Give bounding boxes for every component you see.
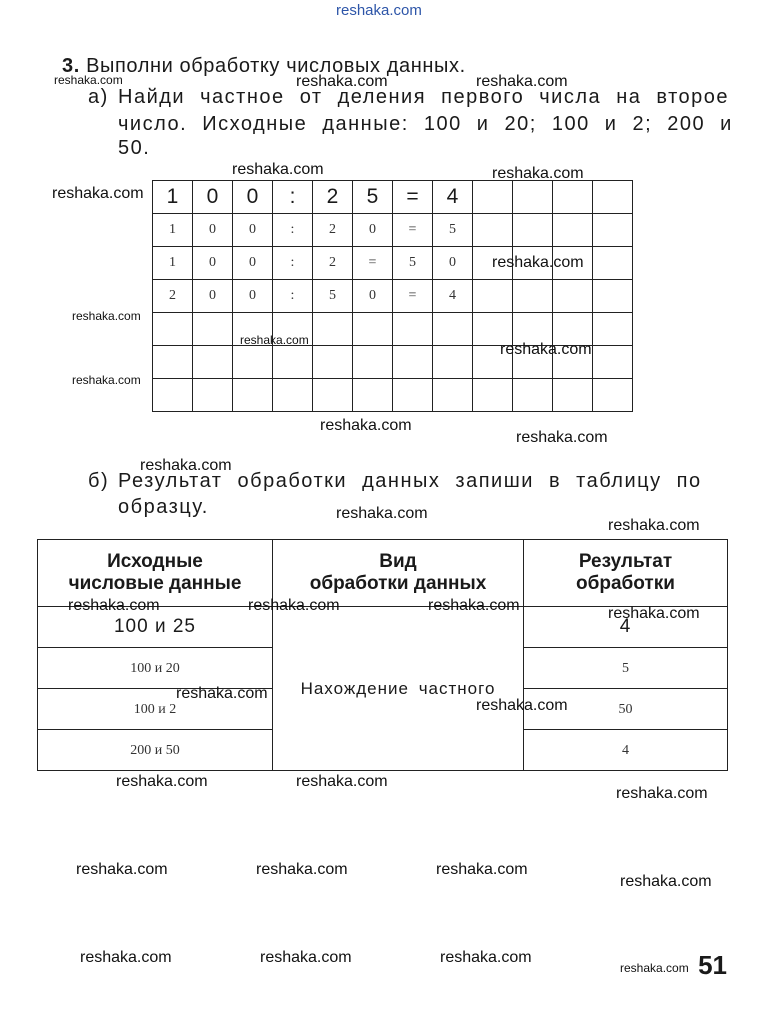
part-a-marker: а) bbox=[88, 86, 109, 108]
grid-cell bbox=[513, 214, 553, 247]
grid-cell bbox=[473, 379, 513, 412]
watermark: reshaka.com bbox=[516, 429, 608, 446]
result-value: 5 bbox=[622, 661, 629, 676]
watermark: reshaka.com bbox=[440, 949, 532, 966]
grid-cell bbox=[193, 379, 233, 412]
grid-cell bbox=[553, 181, 593, 214]
grid-cell: 2 bbox=[313, 214, 353, 247]
grid-cell: 0 bbox=[193, 280, 233, 313]
grid-cell: 1 bbox=[153, 214, 193, 247]
grid-cell bbox=[273, 379, 313, 412]
grid-cell: = bbox=[393, 214, 433, 247]
grid-cell bbox=[433, 379, 473, 412]
grid-cell bbox=[593, 181, 633, 214]
grid-cell bbox=[553, 214, 593, 247]
task-number: 3. bbox=[62, 55, 80, 77]
grid-cell: 0 bbox=[233, 214, 273, 247]
watermark: reshaka.com bbox=[116, 773, 208, 790]
grid-cell: : bbox=[273, 247, 313, 280]
grid-cell bbox=[353, 313, 393, 346]
page-number: 51 bbox=[698, 950, 727, 980]
watermark: reshaka.com bbox=[248, 597, 340, 614]
watermark: reshaka.com bbox=[492, 165, 584, 182]
grid-cell: 0 bbox=[193, 181, 233, 214]
watermark: reshaka.com bbox=[436, 861, 528, 878]
grid-cell bbox=[353, 379, 393, 412]
header-result-line2: обработки bbox=[576, 573, 675, 594]
table-row-source bbox=[38, 648, 273, 689]
kind-cell bbox=[273, 607, 524, 771]
grid-cell bbox=[433, 346, 473, 379]
watermark: reshaka.com bbox=[76, 861, 168, 878]
grid-cell bbox=[153, 379, 193, 412]
part-a-line1: Найди частное от деления первого числа на второе bbox=[118, 86, 730, 108]
task-title: Выполни обработку числовых данных. bbox=[86, 55, 466, 77]
part-b-line1: Результат обработки данных запиши в таблицу по bbox=[118, 470, 702, 492]
grid-cell bbox=[513, 379, 553, 412]
results-table bbox=[37, 539, 728, 771]
grid-cell: 0 bbox=[233, 280, 273, 313]
result-value: 4 bbox=[622, 743, 629, 758]
grid-cell: : bbox=[273, 214, 313, 247]
kind-value: Нахождение частного bbox=[300, 678, 496, 698]
table-row-source bbox=[38, 730, 273, 771]
result-value: 4 bbox=[619, 616, 632, 637]
grid-cell: 0 bbox=[193, 214, 233, 247]
watermark: reshaka.com bbox=[608, 517, 700, 534]
header-kind-line2: обработки данных bbox=[309, 573, 487, 594]
header-source-line2: числовые данные bbox=[68, 573, 242, 594]
grid-row bbox=[153, 379, 633, 412]
watermark: reshaka.com bbox=[296, 73, 388, 90]
grid-cell: 0 bbox=[193, 247, 233, 280]
grid-cell bbox=[153, 313, 193, 346]
grid-cell bbox=[153, 346, 193, 379]
part-a-line3: 50. bbox=[118, 137, 151, 159]
grid-cell bbox=[593, 247, 633, 280]
grid-cell: 1 bbox=[153, 247, 193, 280]
grid-cell: 5 bbox=[313, 280, 353, 313]
watermark: reshaka.com bbox=[616, 785, 708, 802]
grid-cell: 0 bbox=[433, 247, 473, 280]
grid-cell bbox=[593, 379, 633, 412]
watermark: reshaka.com bbox=[52, 185, 144, 202]
grid-row bbox=[153, 214, 633, 247]
grid-cell bbox=[393, 379, 433, 412]
grid-cell bbox=[473, 280, 513, 313]
grid-cell: 2 bbox=[313, 247, 353, 280]
source-value: 200 и 50 bbox=[130, 743, 180, 758]
grid-cell bbox=[393, 313, 433, 346]
watermark: reshaka.com bbox=[620, 961, 689, 975]
grid-cell bbox=[233, 346, 273, 379]
table-row-result bbox=[524, 648, 728, 689]
grid-cell bbox=[353, 346, 393, 379]
grid-cell: = bbox=[353, 247, 393, 280]
grid-cell: 2 bbox=[313, 181, 353, 214]
header-source-line1: Исходные bbox=[107, 551, 203, 572]
watermark: reshaka.com bbox=[428, 597, 520, 614]
grid-cell bbox=[593, 214, 633, 247]
top-watermark: reshaka.com bbox=[336, 2, 422, 19]
watermark: reshaka.com bbox=[232, 161, 324, 178]
watermark: reshaka.com bbox=[68, 597, 160, 614]
grid-cell bbox=[313, 313, 353, 346]
grid-cell: 2 bbox=[153, 280, 193, 313]
grid-cell bbox=[513, 181, 553, 214]
watermark: reshaka.com bbox=[500, 341, 592, 358]
source-value: 100 и 2 bbox=[133, 702, 177, 717]
grid-cell: 0 bbox=[353, 280, 393, 313]
grid-cell bbox=[313, 346, 353, 379]
grid-cell bbox=[393, 346, 433, 379]
watermark: reshaka.com bbox=[320, 417, 412, 434]
watermark: reshaka.com bbox=[492, 254, 584, 271]
calculation-grid bbox=[152, 180, 633, 412]
grid-cell: 1 bbox=[153, 181, 193, 214]
grid-cell bbox=[553, 280, 593, 313]
grid-cell bbox=[313, 379, 353, 412]
watermark: reshaka.com bbox=[296, 773, 388, 790]
header-result bbox=[524, 540, 728, 607]
watermark: reshaka.com bbox=[476, 73, 568, 90]
grid-cell: : bbox=[273, 181, 313, 214]
part-b-marker: б) bbox=[88, 470, 110, 492]
grid-cell bbox=[473, 214, 513, 247]
source-value: 100 и 20 bbox=[130, 661, 180, 676]
result-value: 50 bbox=[618, 702, 633, 717]
watermark: reshaka.com bbox=[608, 605, 700, 622]
watermark: reshaka.com bbox=[256, 861, 348, 878]
grid-cell bbox=[193, 313, 233, 346]
watermark: reshaka.com bbox=[140, 457, 232, 474]
grid-cell: 4 bbox=[433, 181, 473, 214]
watermark: reshaka.com bbox=[72, 373, 141, 387]
watermark: reshaka.com bbox=[620, 873, 712, 890]
grid-cell: 0 bbox=[353, 214, 393, 247]
grid-cell: = bbox=[393, 280, 433, 313]
grid-cell bbox=[433, 313, 473, 346]
grid-cell bbox=[193, 346, 233, 379]
table-row-result bbox=[524, 730, 728, 771]
grid-cell bbox=[593, 346, 633, 379]
grid-cell bbox=[593, 280, 633, 313]
grid-cell bbox=[513, 280, 553, 313]
grid-cell: 5 bbox=[393, 247, 433, 280]
grid-cell bbox=[473, 181, 513, 214]
source-value: 100 и 25 bbox=[113, 616, 196, 637]
grid-row bbox=[153, 181, 633, 214]
grid-cell: : bbox=[273, 280, 313, 313]
grid-cell bbox=[273, 346, 313, 379]
watermark: reshaka.com bbox=[54, 73, 123, 87]
part-a-line2: число. Исходные данные: 100 и 20; 100 и 2; 200 и bbox=[118, 113, 733, 135]
grid-cell: 0 bbox=[233, 181, 273, 214]
grid-cell bbox=[233, 379, 273, 412]
grid-cell: 5 bbox=[433, 214, 473, 247]
grid-cell: = bbox=[393, 181, 433, 214]
header-result-line1: Результат bbox=[578, 551, 673, 572]
grid-cell: 5 bbox=[353, 181, 393, 214]
grid-cell bbox=[593, 313, 633, 346]
part-b-line2: образцу. bbox=[118, 496, 209, 518]
watermark: reshaka.com bbox=[72, 309, 141, 323]
grid-row bbox=[153, 280, 633, 313]
watermark: reshaka.com bbox=[176, 685, 268, 702]
watermark: reshaka.com bbox=[260, 949, 352, 966]
watermark: reshaka.com bbox=[336, 505, 428, 522]
grid-cell: 4 bbox=[433, 280, 473, 313]
watermark: reshaka.com bbox=[476, 697, 568, 714]
watermark: reshaka.com bbox=[240, 333, 309, 347]
grid-cell: 0 bbox=[233, 247, 273, 280]
watermark: reshaka.com bbox=[80, 949, 172, 966]
header-kind-line1: Вид bbox=[379, 551, 417, 572]
grid-cell bbox=[553, 379, 593, 412]
